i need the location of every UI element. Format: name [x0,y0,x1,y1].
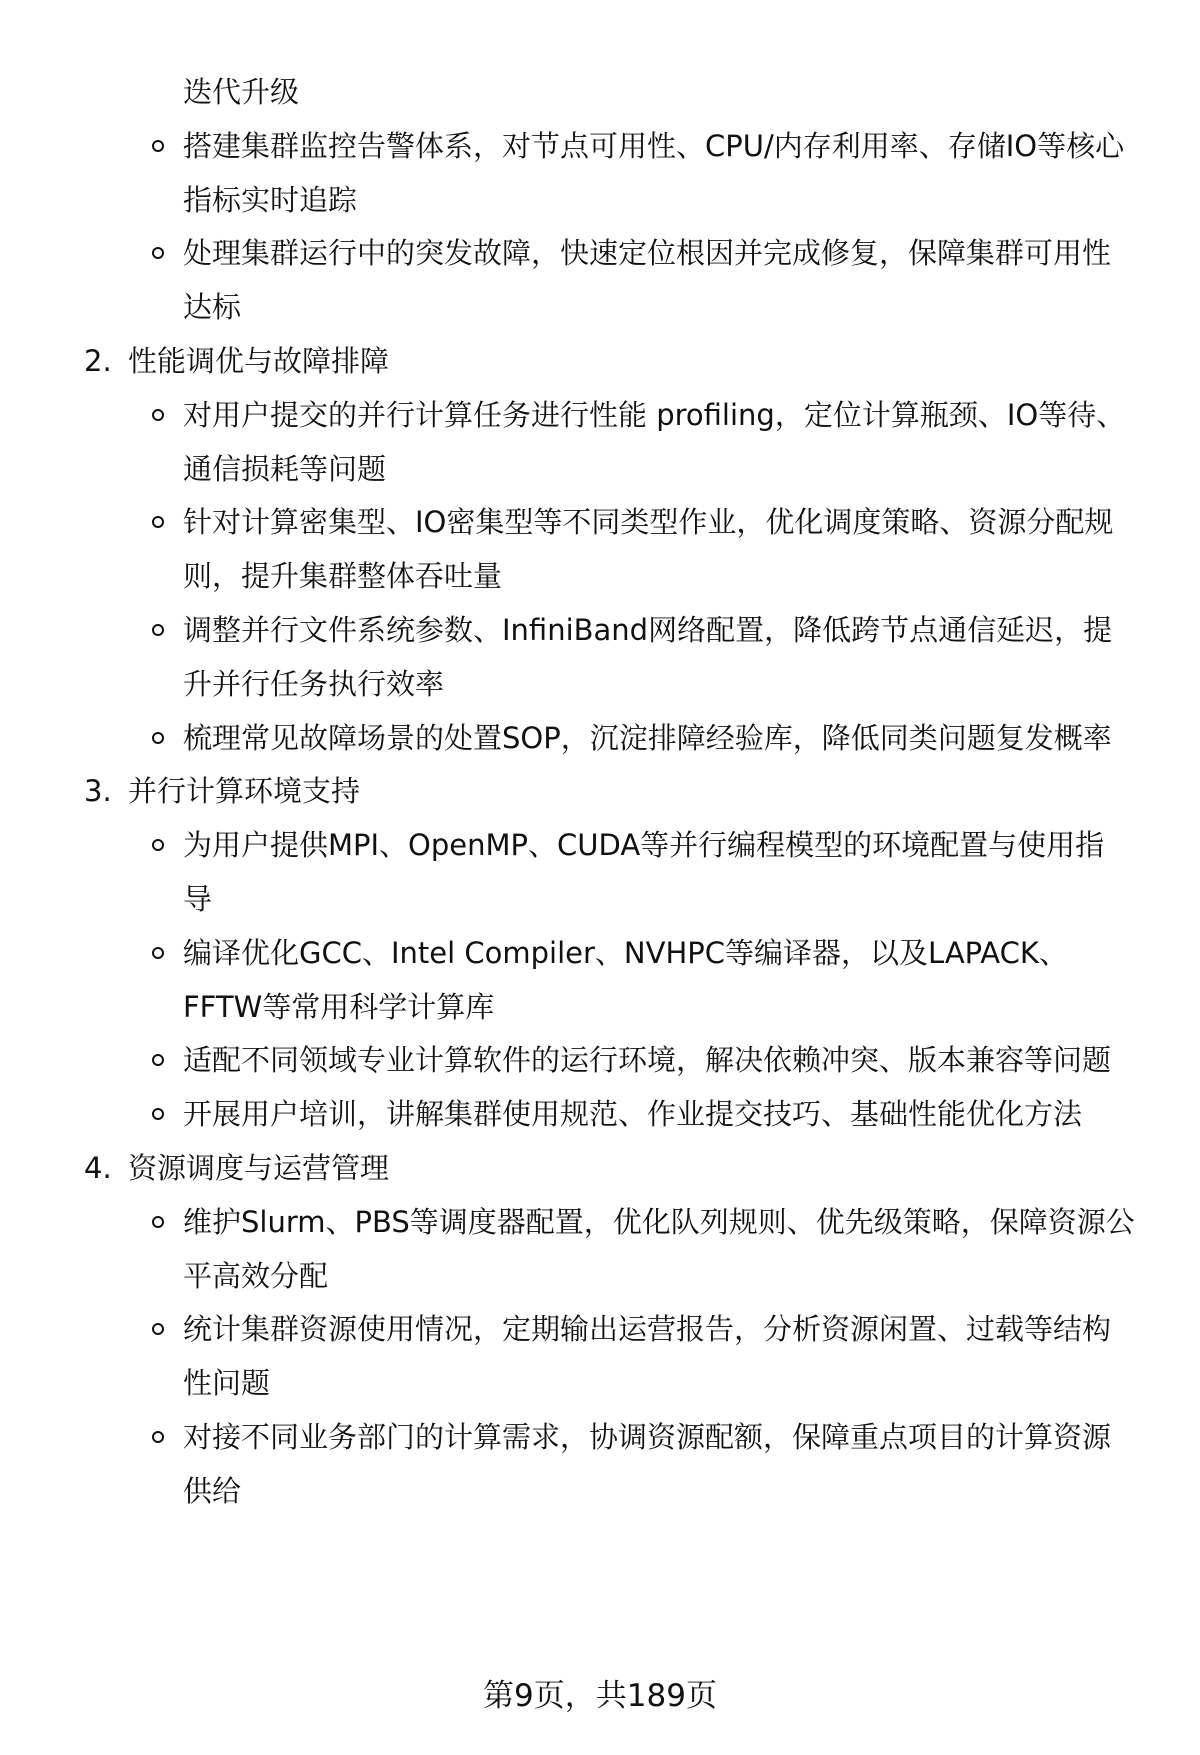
section-title: 资源调度与运营管理 [128,1151,390,1185]
hollow-bullet-icon [152,1108,164,1120]
bullet-text: 对用户提交的并行计算任务进行性能 profiling，定位计算瓶颈、IO等待、 [183,397,1126,432]
bullet-text: 编译优化GCC、Intel Compiler、NVHPC等编译器，以及LAPACK、 [183,935,1068,970]
bullet-text: 平高效分配 [183,1258,329,1293]
section-number: 2. [84,344,112,378]
bullet-text: 对接不同业务部门的计算需求，协调资源配额，保障重点项目的计算资源 [183,1420,1112,1454]
bullet-text: 统计集群资源使用情况，定期输出运营报告，分析资源闲置、过载等结构 [183,1312,1112,1347]
hollow-bullet-icon [152,1216,164,1228]
hollow-bullet-icon [152,140,164,152]
bullet-text: 处理集群运行中的突发故障，快速定位根因并完成修复，保障集群可用性 [183,236,1112,271]
section-title: 并行计算环境支持 [128,774,361,809]
bullet-text: 升并行任务执行效率 [183,666,445,701]
hollow-bullet-icon [152,409,164,421]
hollow-bullet-icon [152,947,164,959]
bullet-text: 调整并行文件系统参数、InfiniBand网络配置，降低跨节点通信延迟，提 [183,613,1113,647]
section-number: 3. [84,774,112,809]
bullet-text: 达标 [183,290,242,325]
hollow-bullet-icon [152,839,164,851]
hollow-bullet-icon [152,516,164,528]
bullet-text: 迭代升级 [183,75,300,109]
hollow-bullet-icon [152,732,164,744]
hollow-bullet-icon [152,624,164,636]
section-title: 性能调优与故障排障 [128,344,390,378]
hollow-bullet-icon [152,1431,164,1443]
bullet-text: FFTW等常用科学计算库 [183,989,495,1024]
bullet-text: 为用户提供MPI、OpenMP、CUDA等并行编程模型的环境配置与使用指 [183,828,1105,863]
bullet-text: 性问题 [183,1366,271,1401]
hollow-bullet-icon [152,1323,164,1335]
bullet-text: 开展用户培训，讲解集群使用规范、作业提交技巧、基础性能优化方法 [183,1097,1083,1132]
hollow-bullet-icon [152,1054,164,1066]
bullet-text: 则，提升集群整体吞吐量 [183,559,503,594]
bullet-text: 梳理常见故障场景的处置SOP，沉淀排障经验库，降低同类问题复发概率 [183,720,1112,755]
bullet-text: 导 [183,882,213,916]
bullet-text: 针对计算密集型、IO密集型等不同类型作业，优化调度策略、资源分配规 [183,505,1114,540]
bullet-text: 适配不同领域专业计算软件的运行环境，解决依赖冲突、版本兼容等问题 [183,1043,1112,1078]
hollow-bullet-icon [152,247,164,259]
bullet-text: 搭建集群监控告警体系，对节点可用性、CPU/内存利用率、存储IO等核心 [183,128,1125,163]
page-footer: 第9页，共189页 [483,1678,717,1714]
bullet-text: 供给 [183,1473,242,1508]
section-number: 4. [84,1151,112,1185]
bullet-text: 维护Slurm、PBS等调度器配置，优化队列规则、优先级策略，保障资源公 [183,1204,1135,1239]
bullet-text: 指标实时追踪 [183,182,358,217]
bullet-text: 通信损耗等问题 [183,451,387,486]
